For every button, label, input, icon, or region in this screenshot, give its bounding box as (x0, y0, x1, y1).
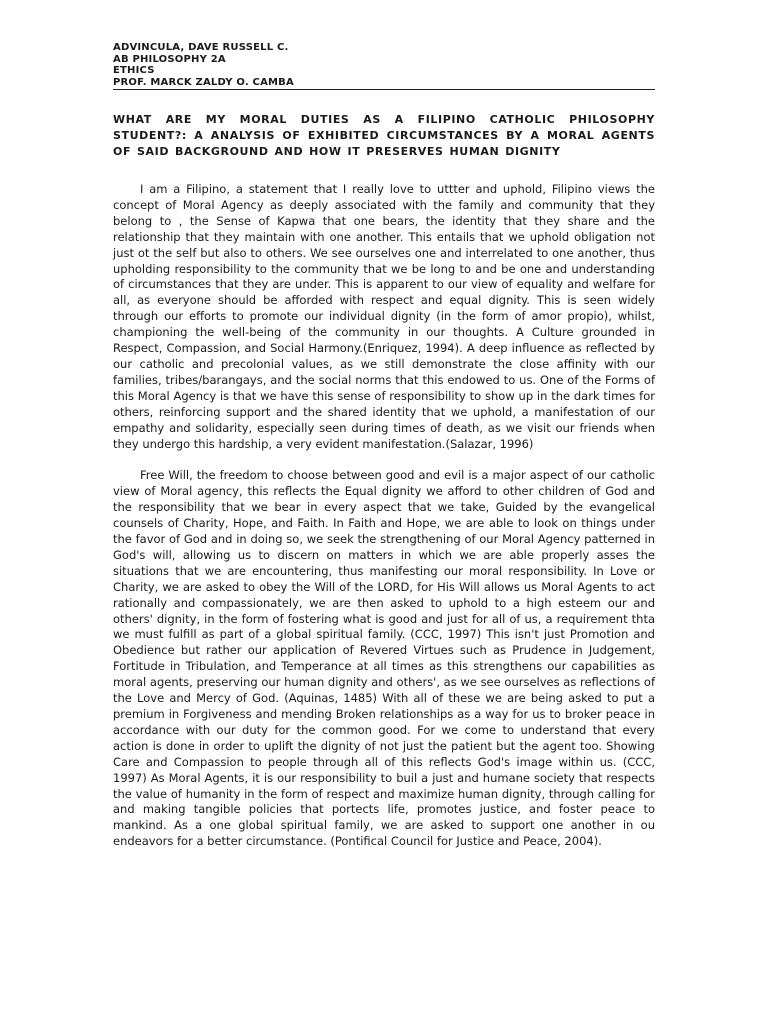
course-section: AB PHILOSOPHY 2A (113, 53, 226, 65)
header-divider (113, 89, 655, 90)
body-paragraph-1: I am a Filipino, a statement that I really love to uttter and uphold, Filipino views the concept of Moral Agency as deeply associated with the family and community that they belong to , the Sense of Kapwa that one bears, the identity that they share and the relationship that they maintain with one another. This entails that we uphold obligation not just ot the self but also to others. We see ourselves one and interrelated to one another, thus upholding responsibility to the community that we be long to and be one and understanding of circumstances that they are under. This is apparent to our view of equality and welfare for all, as everyone should be afforded with respect and equal dignity. This is seen widely through our efforts to promote our individual dignity (in the form of amor propio), whilst, championing the well-being of the community in our thoughts. A Culture grounded in Respect, Compassion, and Social Harmony.(Enriquez, 1994). A deep influence as reflected by our catholic and precolonial values, as we still demonstrate the close affinity with our families, tribes/barangays, and the social norms that this endowed to us. One of the Forms of this Moral Agency is that we have this sense of responsibility to show up in the dark times for others, reinforcing support and the shared identity that we uphold, a manifestation of our empathy and solidarity, especially seen during times of death, as we visit our friends when they undergo this hardship, a very evident manifestation.(Salazar, 1996) (113, 182, 655, 451)
document-title: WHAT ARE MY MORAL DUTIES AS A FILIPINO CATHOLIC PHILOSOPHY STUDENT?: A ANALYSIS OF EXHIBITED CIRCUMSTANCES BY A MORAL AGENTS OF SAID BACKGROUND AND HOW IT PRESERVES HUMAN DIGNITY (113, 113, 655, 158)
author-name: ADVINCULA, DAVE RUSSELL C. (113, 42, 289, 53)
document-header (113, 42, 655, 88)
professor-name: PROF. MARCK ZALDY O. CAMBA (113, 76, 294, 88)
document-page (113, 42, 655, 850)
subject-name: ETHICS (113, 65, 155, 76)
body-paragraph-2: Free Will, the freedom to choose between good and evil is a major aspect of our catholic view of Moral agency, this reflects the Equal dignity we afford to other children of God and the responsibility that we bear in every aspect that we take, Guided by the evangelical counsels of Charity, Hope, and Faith. In Faith and Hope, we are able to look on things under the favor of God and in doing so, we seek the strengthening of our Moral Agency patterned in God's will, allowing us to discern on matters in which we are able properly asses the situations that we are encountering, thus manifesting our moral responsibility. In Love or Charity, we are asked to obey the Will of the LORD, for His Will allows us Moral Agents to act rationally and compassionately, we are then asked to uphold to a high esteem our and others' dignity, in the form of fostering what is good and just for all of us, a requirement thta we must fulfill as part of a global spiritual family. (CCC, 1997) This isn't just Promotion and Obedience but rather our application of Revered Virtues such as Prudence in Judgement, Fortitude in Tribulation, and Temperance at all times as this strengthens our capabilities as moral agents, preserving our human dignity and others', as we see ourselves as reflections of the Love and Mercy of God. (Aquinas, 1485) With all of these we are being asked to put a premium in Forgiveness and mending Broken relationships as a way for us to broker peace in accordance with our duty for the common good. For we come to understand that every action is done in order to uplift the dignity of not just the patient but the agent too. Showing Care and Compassion to people through all of this reflects God's image within us. (CCC, 1997) As Moral Agents, it is our responsibility to buil a just and humane society that respects the value of humanity in the form of respect and maximize human dignity, through calling for and making tangible policies that portects life, promotes justice, and foster peace to mankind. As a one global spiritual family, we are asked to support one another in ou endeavors for a better circumstance. (Pontifical Council for Justice and Peace, 2004). (113, 468, 655, 849)
